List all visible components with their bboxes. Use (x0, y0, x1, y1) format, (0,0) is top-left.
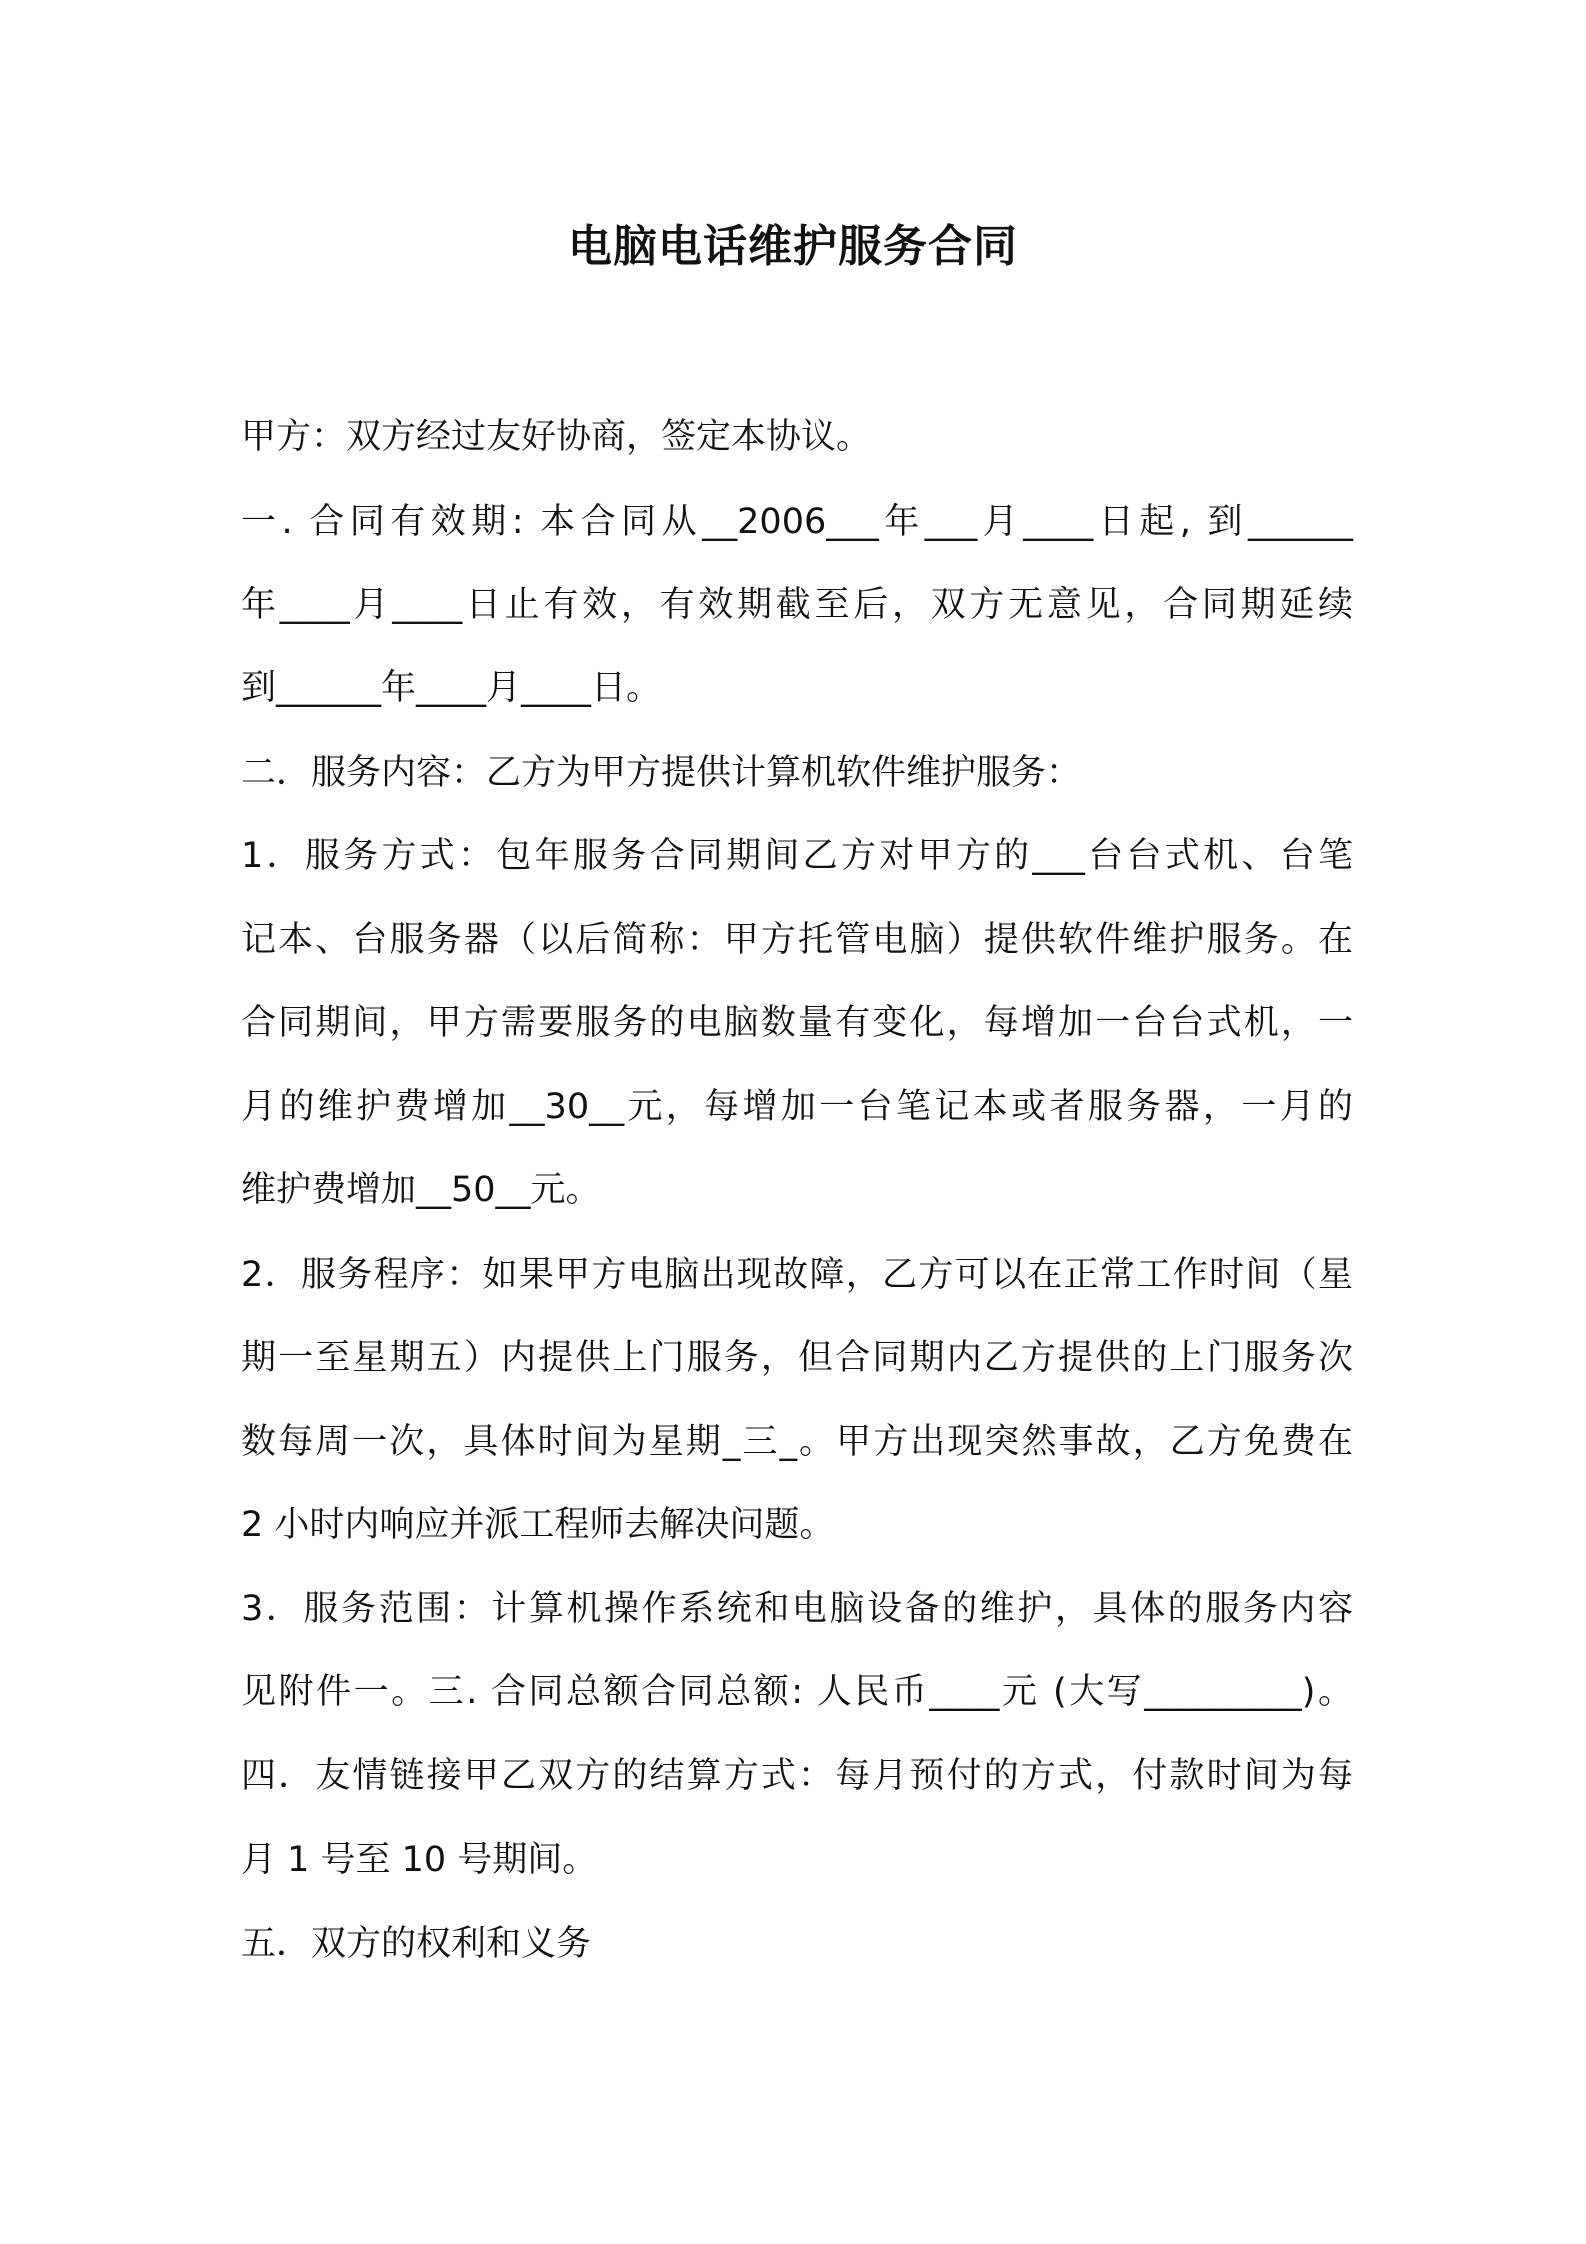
text-line: 期一至星期五）内提供上门服务，但合同期内乙方提供的上门服务次 (241, 1338, 1353, 1378)
text-line: 合同期间，甲方需要服务的电脑数量有变化，每增加一台台式机，一 (241, 1003, 1353, 1043)
document-title: 电脑电话维护服务合同 (568, 221, 1018, 272)
text-line: 见附件一。三. 合同总额合同总额: 人民币____元 (大写_________)。 (241, 1672, 1353, 1712)
text-line: 月的维护费增加__30__元，每增加一台笔记本或者服务器，一月的 (241, 1087, 1353, 1127)
text-line: 3．服务范围：计算机操作系统和电脑设备的维护，具体的服务内容 (241, 1589, 1353, 1629)
text-line: 记本、台服务器（以后简称：甲方托管电脑）提供软件维护服务。在 (241, 920, 1353, 960)
text-line: 到______年____月____日。 (241, 668, 662, 708)
text-line: 二．服务内容：乙方为甲方提供计算机软件维护服务： (241, 753, 1082, 793)
text-line: 2 小时内响应并派工程师去解决问题。 (241, 1505, 835, 1545)
text-line: 2．服务程序：如果甲方电脑出现故障，乙方可以在正常工作时间（星 (241, 1255, 1353, 1295)
text-line: 年____月____日止有效，有效期截至后，双方无意见，合同期延续 (241, 585, 1353, 625)
text-line: 月 1 号至 10 号期间。 (241, 1840, 598, 1880)
text-line: 维护费增加__50__元。 (241, 1170, 601, 1210)
text-line: 数每周一次，具体时间为星期_三_。甲方出现突然事故，乙方免费在 (241, 1422, 1353, 1462)
text-line: 1．服务方式：包年服务合同期间乙方对甲方的___台台式机、台笔 (241, 836, 1353, 876)
text-line: 一. 合同有效期: 本合同从__2006___年___月____日起, 到______ (241, 502, 1353, 542)
text-line: 五．双方的权利和义务 (241, 1924, 592, 1964)
text-line: 四．友情链接甲乙双方的结算方式：每月预付的方式，付款时间为每 (241, 1756, 1353, 1796)
text-line: 甲方：双方经过友好协商，签定本协议。 (241, 417, 872, 457)
